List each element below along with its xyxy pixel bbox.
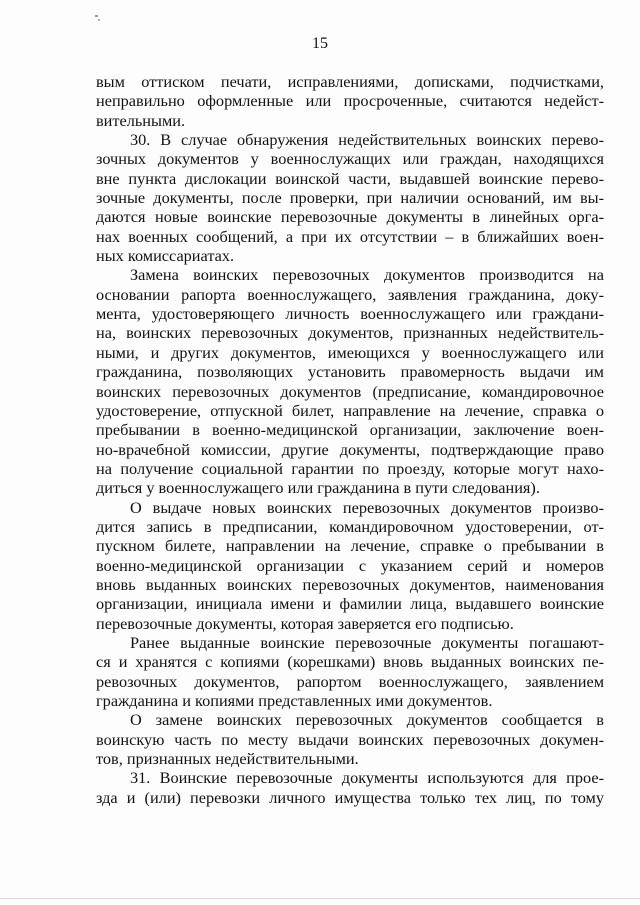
text-line: зочные документы, после проверки, при наличии оснований, им вы-: [96, 188, 604, 208]
text-line: неправильно оформленные или просроченные, считаются недейст-: [96, 91, 604, 111]
page-number: 15: [312, 35, 328, 52]
text-line: О выдаче новых воинских перевозочных документов произво-: [130, 497, 604, 517]
text-line: вым оттиском печати, исправлениями, дописками, подчистками,: [96, 72, 604, 91]
scan-speck: [98, 19, 100, 21]
scan-speck: [95, 15, 98, 17]
text-line: вновь выданных воинских перевозочных документов, наименования: [96, 574, 604, 594]
text-line: мента, удостоверяющего личность военнослужащего или граждани-: [96, 304, 604, 324]
text-line: нах военных сообщений, а при их отсутствии – в ближайших воен-: [96, 226, 604, 246]
text-line: диться у военнослужащего или гражданина в пути следования).: [96, 478, 540, 498]
text-line: вне пункта дислокации воинской части, выдавшей воинские перево-: [96, 168, 604, 188]
text-line: на, воинских перевозочных документов, признанных недействитель-: [96, 323, 604, 343]
text-line: вительными.: [96, 110, 186, 130]
text-line: но-врачебной комиссии, другие документы, подтверждающие право: [96, 439, 604, 459]
text-line: на получение социальной гарантии по проезду, которые могут нахо-: [96, 458, 604, 478]
text-line: 30. В случае обнаружения недействительных воинских перево-: [130, 130, 604, 150]
text-line: тов, признанных недействительными.: [96, 749, 359, 769]
text-line: 31. Воинские перевозочные документы используются для прое-: [130, 768, 604, 788]
text-line: пускном билете, направлении на лечение, справке о пребывании в: [96, 536, 604, 556]
text-line: воинскую часть по месту выдачи воинских перевозочных докумен-: [96, 729, 604, 749]
text-line: ся и хранятся с копиями (корешками) вновь выданных воинских пе-: [96, 652, 604, 672]
text-line: пребывании в военно-медицинской организации, заключение воен-: [96, 420, 604, 440]
text-line: даются новые воинские перевозочные документы в линейных орга-: [96, 207, 604, 227]
text-line: основании рапорта военнослужащего, заявления гражданина, доку-: [96, 284, 604, 304]
text-line: организации, инициала имени и фамилии лица, выдавшего воинские: [96, 594, 604, 614]
text-line: ревозочных документов, рапортом военнослужащего, заявлением: [96, 671, 604, 691]
text-line: Замена воинских перевозочных документов производится на: [130, 265, 604, 285]
body-text: [96, 72, 604, 807]
text-line: воинских перевозочных документов (предписание, командировочное: [96, 381, 604, 401]
text-line: удостоверение, отпускной билет, направление на лечение, справка о: [96, 400, 604, 420]
text-line: военно-медицинской организации с указанием серий и номеров: [96, 555, 604, 575]
text-line: Ранее выданные воинские перевозочные документы погашают-: [130, 632, 604, 652]
text-line: дится запись в предписании, командировочном удостоверении, от-: [96, 516, 604, 536]
text-line: ными, и других документов, имеющихся у военнослужащего или: [96, 342, 604, 362]
text-line: О замене воинских перевозочных документов сообщается в: [130, 710, 604, 730]
page-bottom-edge: [0, 898, 640, 899]
text-line: зочных документов у военнослужащих или граждан, находящихся: [96, 149, 604, 169]
text-line: зда и (или) перевозки личного имущества только тех лиц, по тому: [96, 787, 604, 807]
text-line: перевозочные документы, которая заверяется его подписью.: [96, 613, 514, 633]
text-line: гражданина, позволяющих установить правомерность выдачи им: [96, 362, 604, 382]
text-line: ных комиссариатах.: [96, 246, 235, 266]
text-line: гражданина и копиями представленных ими документов.: [96, 691, 493, 710]
